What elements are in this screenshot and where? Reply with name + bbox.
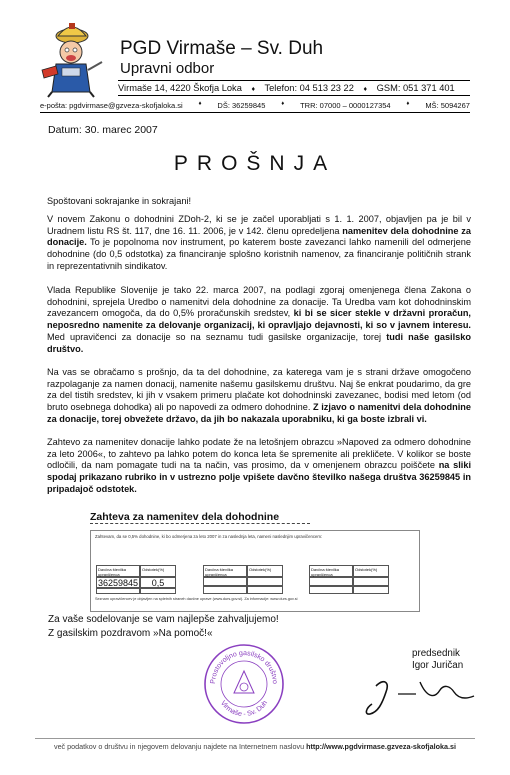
form-empty-cell [247,586,283,594]
form-intro: Zahtevam, da se 0,5% dohodnine, ki bo odmerjena za leto 2007 in za naslednja leta, nameni naslednjim upravičencem: [95,534,323,539]
percent-header: Odstotek(%) [140,565,176,577]
org-subtitle: Upravni odbor [120,60,215,77]
separator-icon: ♦ [363,86,368,93]
separator-icon: ♦ [251,86,256,93]
form-empty-cell [203,577,247,586]
tax-number-header: Davčna številka upravičenca [309,565,353,577]
form-empty-cell [203,586,247,594]
registry-line [40,101,470,113]
paragraph-1: V novem Zakonu o dohodnini ZDoh-2, ki se je začel uporabljati s 1. 1. 2007, objavljen pa je bil v Uradnem listu RS št. 117, dne 16. 11. 2006, je v 142. členu opredeljena namenitev dela dohodnine za donacije. To je popolnoma nov instrument, po katerem boste zavezanci lahko namenili del odmerjene dohodnine (do 0,5 odstotka) za financiranje splošno koristnih namenov, za financiranje političnih strank in reprezentativnih sindikatov. [47,214,471,271]
tax-number: DŠ: 36259845 [217,101,266,110]
salutation: Spoštovani sokrajanke in sokrajani! [47,196,192,206]
website-link[interactable]: http://www.pgdvirmase.gzveza-skofjaloka.si [306,742,457,751]
form-empty-cell [96,588,140,594]
svg-text:Virmaše - Sv. Duh [219,700,269,718]
tax-number-header: Davčna številka upravičenca [96,565,140,577]
email: e-pošta: pgdvirmase@gzveza-skofjaloka.si [40,101,183,110]
paragraph-3: Na vas se obračamo s prošnjo, da ta del dohodnine, za katerega vam je s strani države omogočeno razpolaganje za namen donacij, namenite našemu gasilskemu društvu. Naj še enkrat poudarimo, da gre za del tistih sredstev, ki jih v vsakem primeru plačate kot dohodninski zavezanec, bodisi med letom (od bruto osebnega dohodka) ali po napovedi za odmero dohodnine. Z izjavo o namenitvi dela dohodnine za donacije, torej obvežete državo, da jih bo nakazala uporabniku, ki ga boste izbrali vi. [47,367,471,424]
footer-rule [35,738,475,739]
tax-number-value: 36259845 [97,578,139,588]
registration-number: MŠ: 5094267 [425,101,470,110]
address: Virmaše 14, 4220 Škofja Loka [118,83,242,93]
form-title: Zahteva za namenitev dela dohodnine [90,511,280,523]
form-empty-cell [140,588,176,594]
form-empty-cell [309,586,353,594]
signer-role: predsednik [412,648,460,659]
separator-icon: ♦ [406,101,410,107]
percent-value: 0,5 [140,577,176,588]
form-box [90,530,420,612]
stamp-bottom-text: Virmaše - Sv. Duh [218,699,270,719]
stamp-top-text: Prostovoljno gasilsko društvo [209,649,279,685]
separator-icon: ♦ [198,101,202,107]
percent-header: Odstotek(%) [353,565,389,577]
signature [360,668,480,718]
society-stamp [203,643,285,725]
svg-text:Prostovoljno gasilsko društvo [210,650,278,684]
form-empty-cell [353,586,389,594]
separator-icon: ♦ [281,101,285,107]
tax-number-header: Davčna številka upravičenca [203,565,247,577]
signer-name: Igor Juričan [412,660,464,671]
percent-header: Odstotek(%) [247,565,283,577]
form-footnote: Seznam upravičencev je objavljen na spletnih straneh davčne uprave (www.durs.gov.si). Za informacije: www.durs.gov.si [95,597,298,601]
form-empty-cell [353,577,389,586]
letter-heading: PROŠNJA [173,152,337,175]
footer: več podatkov o društvu in njegovem delovanju najdete na Internetnem naslovu http://www.pgdvirmase.gzveza-skofjaloka.si [53,742,457,751]
form-empty-cell [247,577,283,586]
closing-greeting: Z gasilskim pozdravom »Na pomoč!« [48,628,213,639]
donation-form-excerpt [90,507,420,607]
phone: Telefon: 04 513 23 22 [264,83,354,93]
address-bar [118,80,470,96]
paragraph-4: Zahtevo za namenitev donacije lahko podate že na letošnjem obrazcu »Napoved za odmero dohodnine za leto 2006«, to zahtevo pa lahko potem do konca leta še spremenite ali prekličete. V kolikor se boste odločili, da nam pomagate tudi na ta način, vas prosimo, da v omenjenem obrazcu poiščete na sliki spodaj prikazano rubriko in v ustrezno polje vpišete davčno številko našega društva 36259845 in pripadajoč odstotek. [47,437,471,494]
stamp-emblem-icon [234,671,254,693]
bank-account: TRR: 07000 – 0000127354 [300,101,391,110]
org-name: PGD Virmaše – Sv. Duh [120,38,324,59]
form-title-rule [90,523,310,524]
firefighter-logo [38,22,108,98]
form-empty-cell [309,577,353,586]
gsm: GSM: 051 371 401 [376,83,455,93]
paragraph-2: Vlada Republike Slovenije je tako 22. marca 2007, na podlagi zgoraj omenjenega člena Zakona o dohodnini, sprejela Uredbo o namenitvi dela dohodnine za donacije. Ta Uredba vam kot dohodninskim zavezancem omogoča, da do 0,5% proračunskih sredstev, ki bi se sicer stekle v državni proračun, neposredno namenite za delovanje organizacij, ki opravljajo dejavnosti, ki so v javnem interesu. Med upravičenci za donacije so na seznamu tudi gasilske organizacije, torej tudi naše gasilsko društvo. [47,285,471,354]
letter-date: Datum: 30. marec 2007 [48,124,158,136]
closing-thanks: Za vaše sodelovanje se vam najlepše zahvaljujemo! [48,614,279,625]
